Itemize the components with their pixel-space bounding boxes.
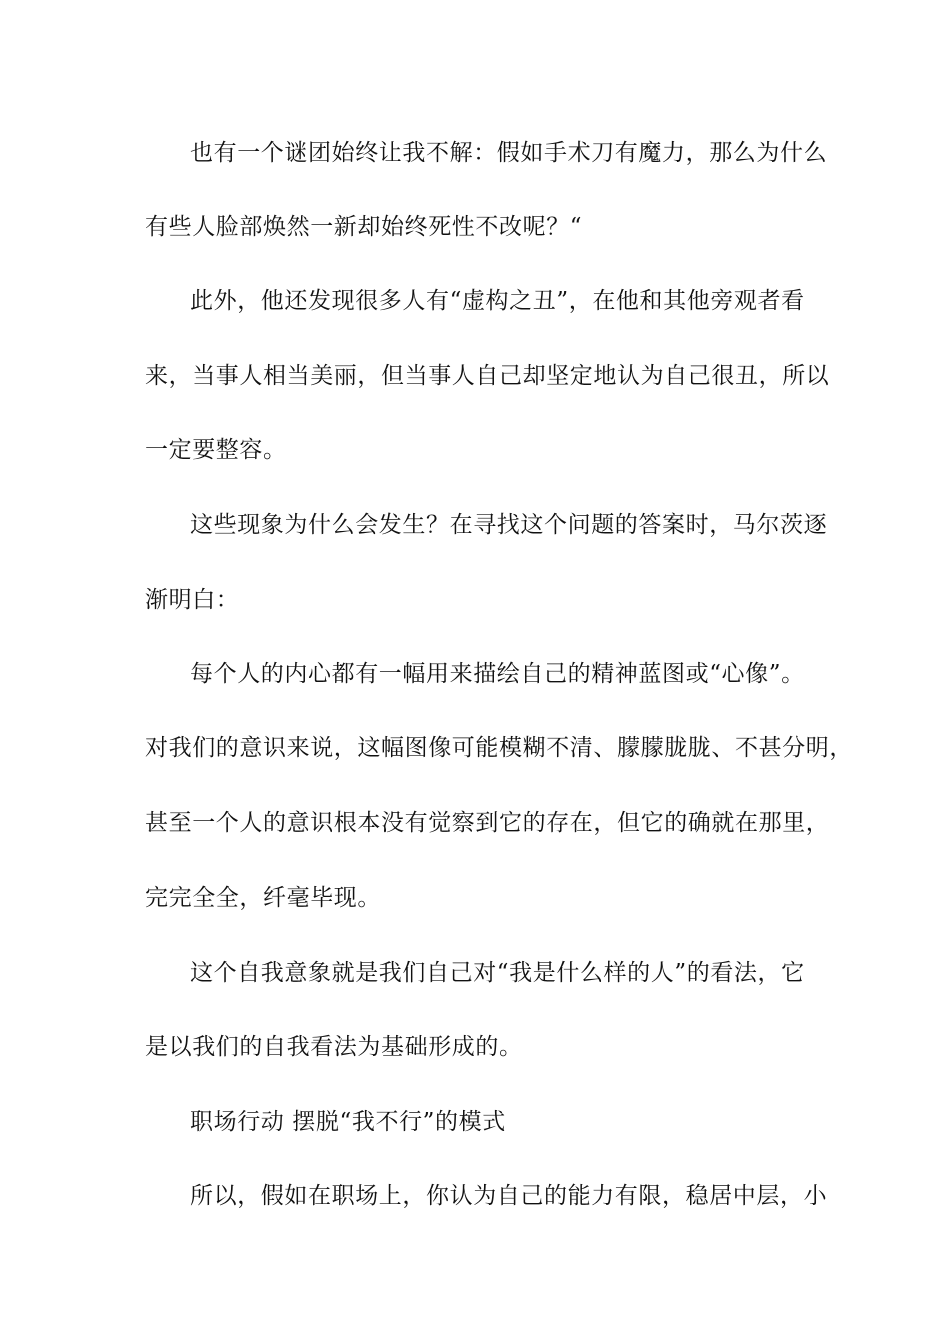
paragraph-line: 渐明白：	[145, 587, 240, 613]
paragraph-line: 所以，假如在职场上，你认为自己的能力有限，稳居中层，小	[190, 1183, 828, 1209]
paragraph-line: 有些人脸部焕然一新却始终死性不改呢？“	[145, 214, 583, 240]
paragraph-line: 这个自我意象就是我们自己对“我是什么样的人”的看法，它	[190, 960, 805, 986]
paragraph-line: 一定要整容。	[145, 437, 287, 463]
section-heading: 职场行动 摆脱“我不行”的模式	[190, 1109, 506, 1135]
paragraph-line: 这些现象为什么会发生？在寻找这个问题的答案时，马尔茨逐	[190, 512, 828, 538]
paragraph-line: 来，当事人相当美丽，但当事人自己却坚定地认为自己很丑，所以	[145, 363, 830, 389]
paragraph-line: 每个人的内心都有一幅用来描绘自己的精神蓝图或“心像”。	[190, 661, 805, 687]
paragraph-line: 是以我们的自我看法为基础形成的。	[145, 1034, 523, 1060]
paragraph-line: 此外，他还发现很多人有“虚构之丑”，在他和其他旁观者看	[190, 288, 805, 314]
paragraph-line: 甚至一个人的意识根本没有觉察到它的存在，但它的确就在那里，	[145, 810, 830, 836]
paragraph-line: 也有一个谜团始终让我不解：假如手术刀有魔力，那么为什么	[190, 140, 828, 166]
paragraph-line: 完完全全，纤毫毕现。	[145, 885, 381, 911]
paragraph-line: 对我们的意识来说，这幅图像可能模糊不清、朦朦胧胧、不甚分明，	[145, 735, 853, 761]
